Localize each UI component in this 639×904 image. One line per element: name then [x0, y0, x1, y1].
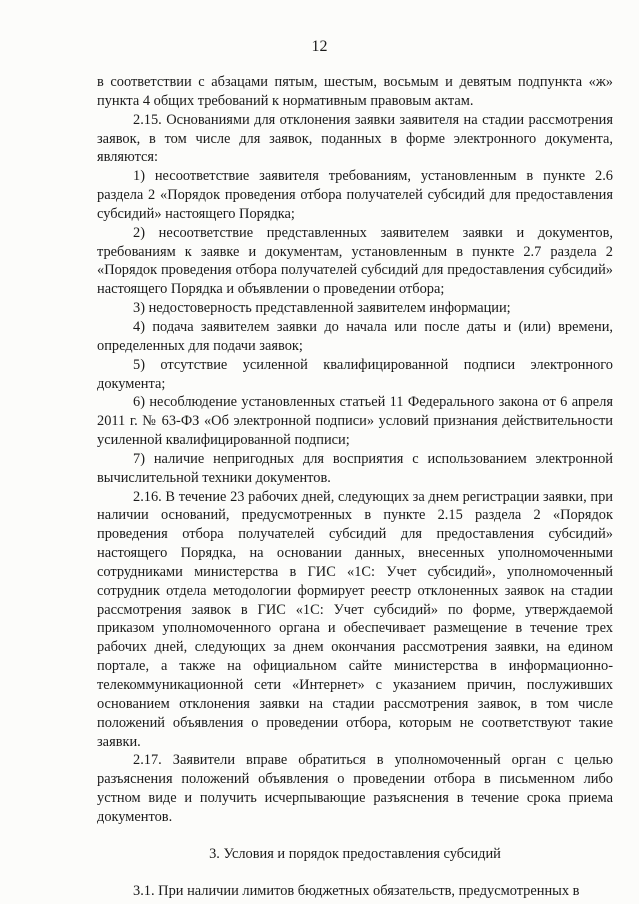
document-body	[97, 73, 613, 900]
list-item-3: 3) недостоверность представленной заявителем информации;	[133, 300, 511, 317]
list-item-7: 7) наличие непригодных для восприятия с использованием электронной вычислительной техники документов.	[97, 450, 613, 486]
paragraph-2-15: 2.15. Основаниями для отклонения заявки заявителя на стадии рассмотрения заявок, в том числе для заявок, поданных в форме электронного документа, являются:	[97, 111, 613, 166]
page-number: 12	[311, 38, 328, 55]
paragraph-2-16: 2.16. В течение 23 рабочих дней, следующих за днем регистрации заявки, при наличии оснований, предусмотренных в пункте 2.15 раздела 2 «Порядок проведения отбора получателей субсидий для предоставления субсидий» настоящего Порядка, на основании данных, внесенных уполномоченными сотрудниками министерства в ГИС «1С: Учет субсидий», уполномоченный сотрудник отдела методологии формирует реестр отклоненных заявок на стадии рассмотрения заявок в ГИС «1С: Учет субсидий» по форме, утверждаемой приказом уполномоченного органа и обеспечивает размещение в течение трех рабочих дней, следующих за днем окончания рассмотрения заявки, на едином портале, а также на официальном сайте министерства в информационно-телекоммуникационной сети «Интернет» с указанием причин, послуживших основанием отклонения заявки на стадии рассмотрения заявок, в том числе положений объявления о проведении отбора, которым не соответствуют такие заявки.	[97, 488, 613, 750]
list-item-2: 2) несоответствие представленных заявителем заявки и документов, требованиям к заявке и документам, установленным в пункте 2.7 раздела 2 «Порядок проведения отбора получателей субсидий для предоставления субсидий» настоящего Порядка и объявлении о проведении отбора;	[97, 224, 613, 298]
list-item-1: 1) несоответствие заявителя требованиям, установленным в пункте 2.6 раздела 2 «Порядок проведения отбора получателей субсидий для предоставления субсидий» настоящего Порядка;	[97, 168, 613, 222]
section-heading: 3. Условия и порядок предоставления субсидий	[209, 845, 501, 862]
list-item-5: 5) отсутствие усиленной квалифицированной подписи электронного документа;	[97, 356, 613, 392]
list-item-4: 4) подача заявителем заявки до начала или после даты и (или) времени, определенных для подачи заявок;	[97, 318, 613, 354]
paragraph-3-1: 3.1. При наличии лимитов бюджетных обязательств, предусмотренных в	[133, 882, 580, 899]
paragraph-2-17: 2.17. Заявители вправе обратиться в уполномоченный орган с целью разъяснения положений объявления о проведении отбора в письменном либо устном виде и получить исчерпывающие разъяснения в течение срока приема документов.	[97, 752, 613, 825]
list-item-6: 6) несоблюдение установленных статьей 11 Федерального закона от 6 апреля 2011 г. № 63-ФЗ «Об электронной подписи» условий признания действительности усиленной квалифицированной подписи;	[97, 394, 613, 449]
paragraph-continuation: в соответствии с абзацами пятым, шестым, восьмым и девятым подпункта «ж» пункта 4 общих требований к нормативным правовым актам.	[97, 74, 613, 109]
